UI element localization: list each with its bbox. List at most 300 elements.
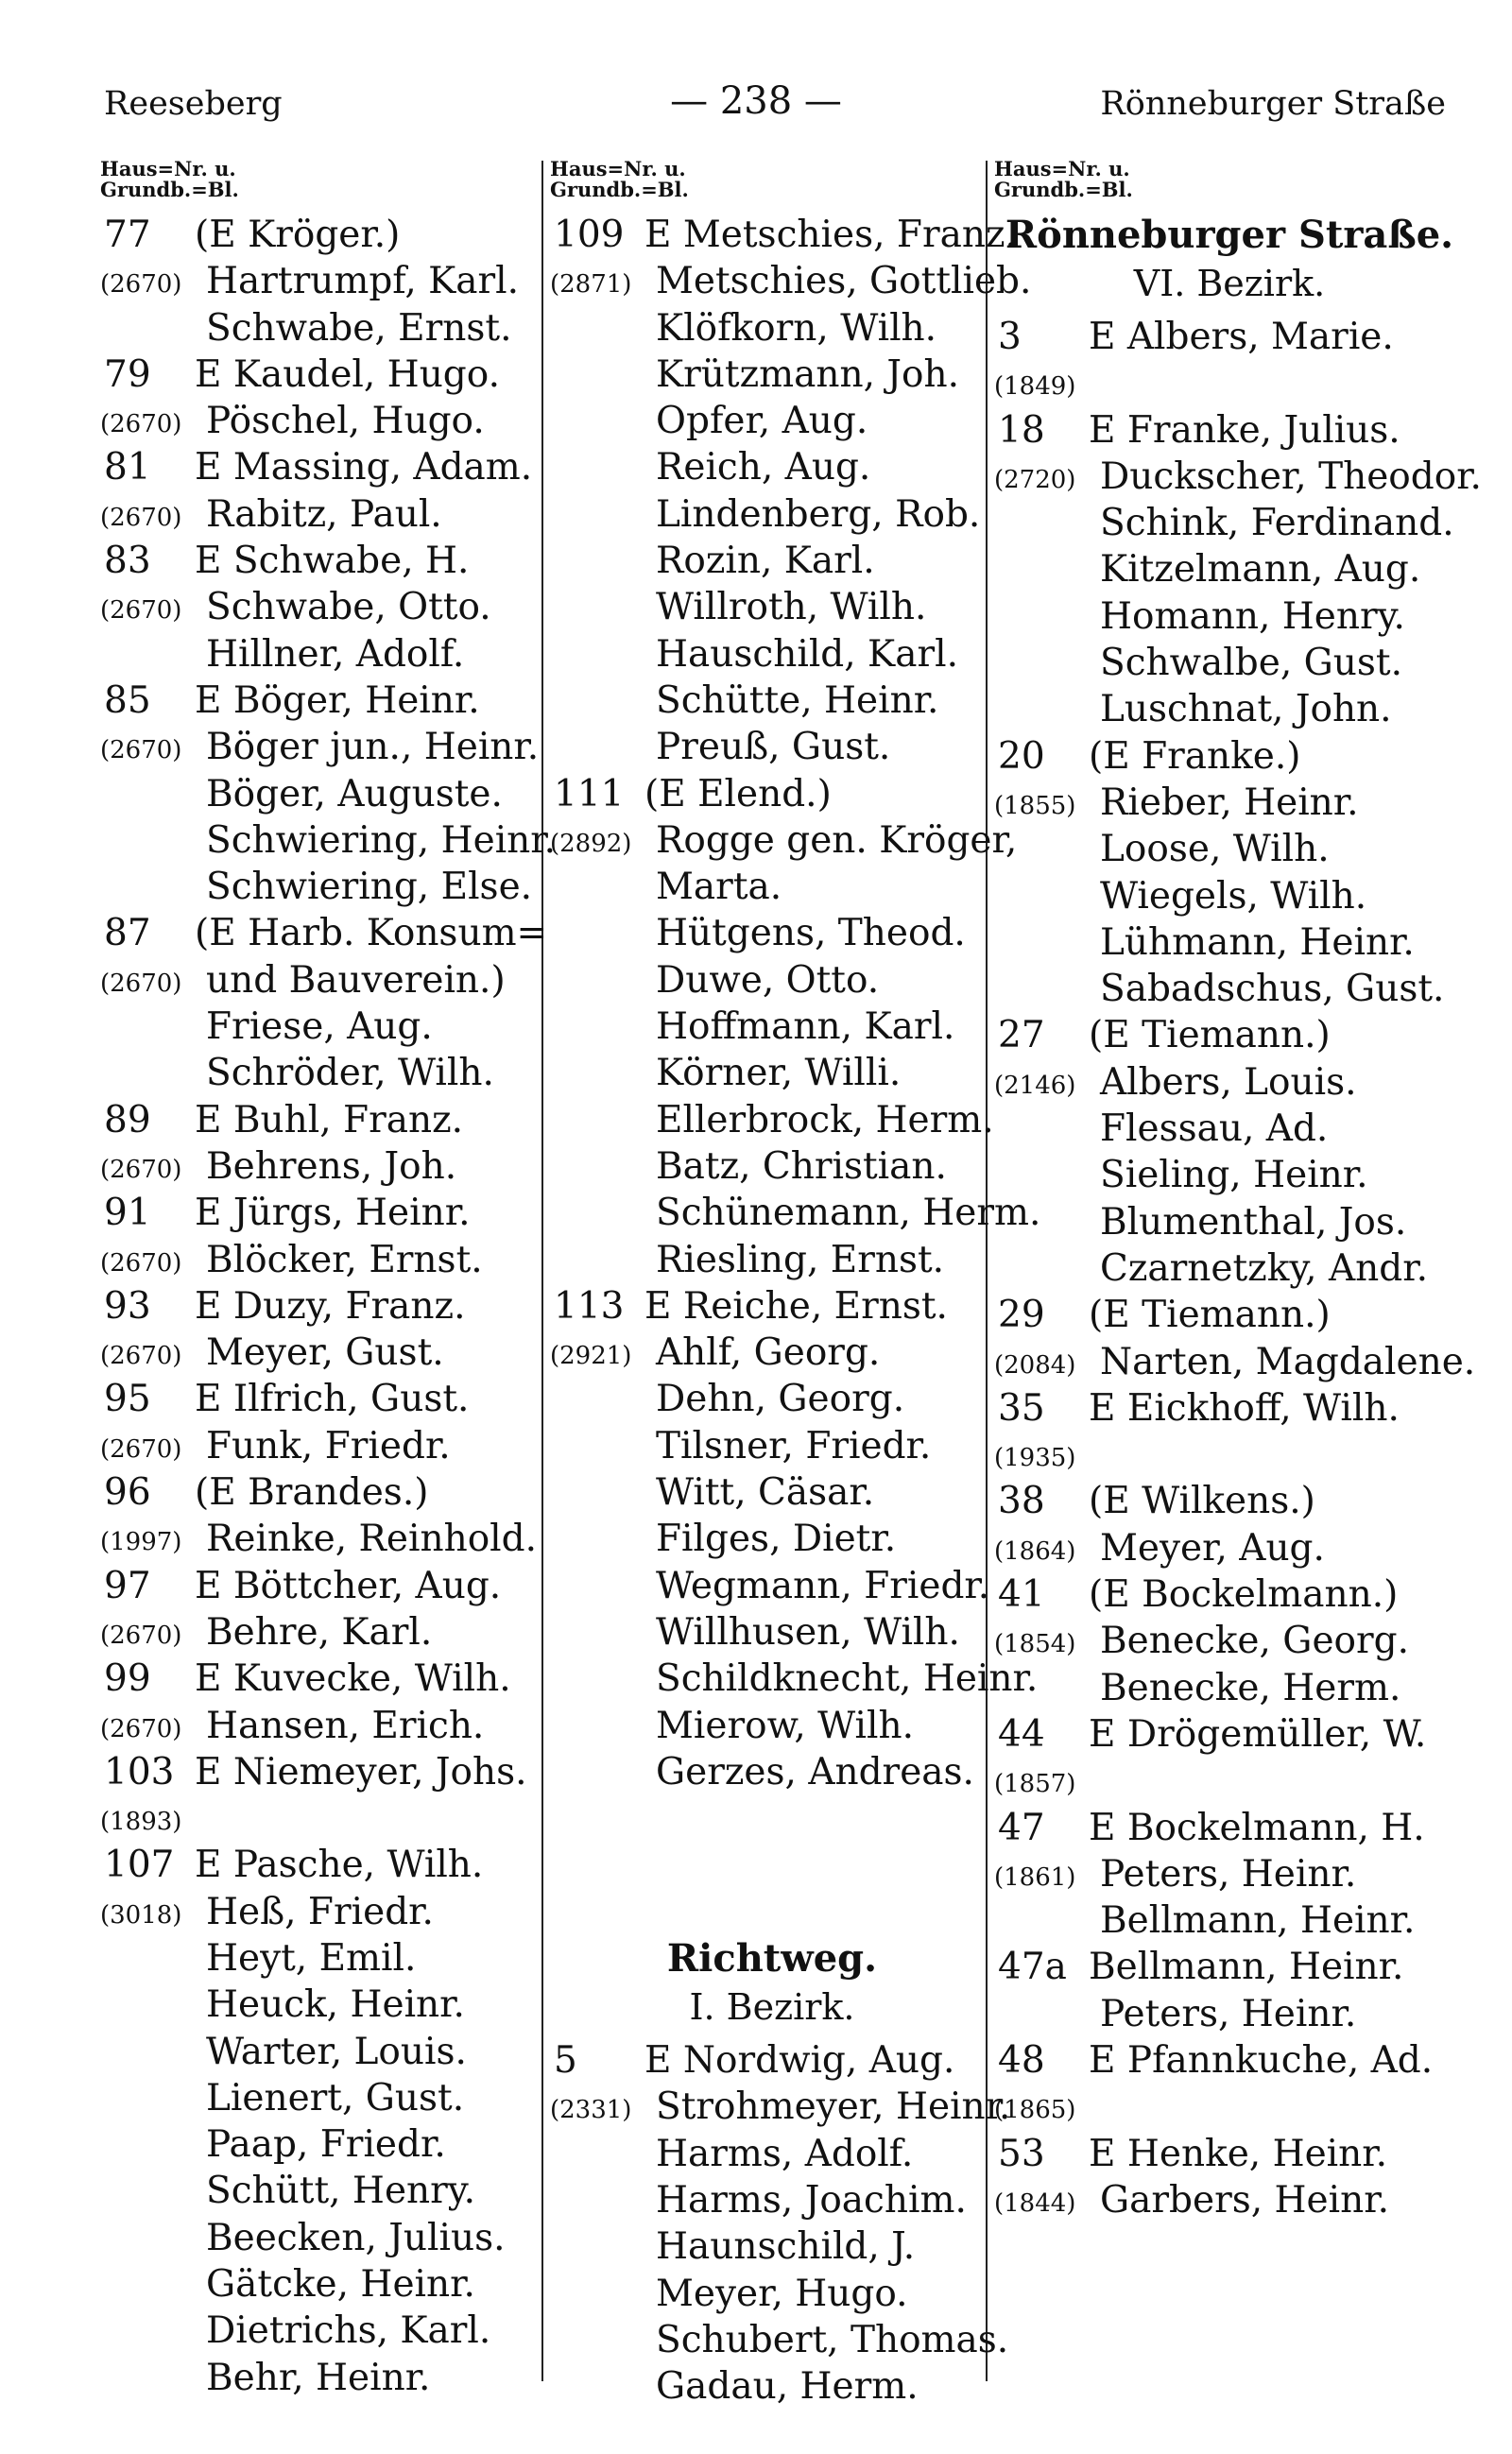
resident-row [994,2084,1465,2130]
entry-header-row [100,538,546,584]
resident-name: Lühmann, Heinr. [1100,920,1415,964]
resident-name: Sabadschus, Gust. [1100,968,1445,1011]
resident-row [550,1423,994,1469]
resident-row [100,1423,546,1469]
column-heading [100,159,546,200]
resident-name: Heyt, Emil. [206,1936,417,1980]
resident-row [994,1851,1465,1897]
resident-row [550,1749,994,1795]
page-number: — 238 — [670,79,842,123]
resident-row [550,258,1032,304]
house-number: 96 [104,1471,151,1515]
district-heading: VI. Bezirk. [1133,263,1326,304]
resident-name: Schildknecht, Heinr. [656,1657,1039,1701]
resident-row [550,1609,994,1656]
resident-row [550,1237,994,1283]
resident-name: Peters, Heinr. [1100,1852,1357,1896]
resident-row [100,1703,546,1749]
owner-name: E Metschies, Franz. [644,214,1017,256]
entry-header-row [994,1944,1465,1990]
resident-name: Gätcke, Heinr. [206,2263,475,2307]
resident-row [100,1889,546,1935]
resident-row [100,258,546,304]
column-heading-line: Grundb.=Bl. [100,178,239,201]
resident-row [994,1245,1465,1292]
resident-name: Warter, Louis. [206,2030,467,2073]
entry-header-row [100,212,546,258]
resident-name: Witt, Cäsar. [656,1471,875,1515]
resident-row [550,352,994,398]
resident-name: Hoffmann, Karl. [656,1005,955,1049]
owner-name: (E Bockelmann.) [1089,1573,1399,1617]
resident-name: Schink, Ferdinand. [1100,502,1454,545]
resident-name: Schwalbe, Gust. [1100,642,1402,685]
entry-header-row [994,407,1465,454]
grundbuch-number: (2670) [100,410,182,439]
entry-header-row [994,2131,1465,2177]
entry-header-row [100,444,546,490]
entry-list [100,212,557,2401]
resident-row [100,2121,546,2168]
house-number: 29 [998,1294,1045,1337]
house-number: 47 [998,1806,1045,1849]
resident-row [550,2177,994,2223]
section-gap [550,1795,994,1935]
column-3 [994,157,1482,2223]
owner-name: (E Brandes.) [195,1471,429,1515]
owner-name: (E Harb. Konsum= [195,912,548,955]
owner-name: E Böttcher, Aug. [195,1564,502,1607]
resident-row [100,1143,546,1190]
resident-name: Marta. [656,866,782,909]
resident-name: Klöfkorn, Wilh. [656,306,937,350]
resident-name: Rabitz, Paul. [206,492,442,536]
house-number: 81 [104,446,151,489]
resident-row [550,305,994,352]
entry-header-row [550,771,994,817]
resident-row [550,817,1018,864]
resident-row [100,1935,546,1982]
owner-name: E Eickhoff, Wilh. [1089,1386,1400,1430]
resident-name: Beecken, Julius. [206,2216,506,2259]
resident-name: Hansen, Erich. [206,1704,485,1747]
resident-row [994,1432,1465,1478]
entry-header-row [100,1283,546,1330]
grundbuch-number: (2670) [100,736,182,765]
resident-name: Gadau, Herm. [656,2365,919,2409]
resident-name: Hillner, Adolf. [206,632,465,676]
resident-row [994,454,1482,500]
owner-name: (E Franke.) [1089,734,1301,778]
resident-row [994,1106,1465,1152]
house-number: 111 [554,772,625,815]
resident-name: Haunschild, J. [656,2225,916,2269]
house-number: 79 [104,352,151,396]
house-number: 85 [104,678,151,722]
entry-header-row [550,212,1017,258]
resident-name: Riesling, Ernst. [656,1238,945,1281]
house-number: 3 [998,316,1022,358]
column-heading-line: Haus=Nr. u. [994,157,1130,180]
resident-name: Wiegels, Wilh. [1100,874,1367,918]
resident-name: Wegmann, Friedr. [656,1564,990,1607]
owner-name: E Duzy, Franz. [195,1284,466,1328]
resident-row [100,2075,546,2121]
resident-name: Dietrichs, Karl. [206,2309,491,2353]
resident-row [550,724,994,770]
owner-name: (E Tiemann.) [1089,1294,1331,1337]
resident-name: Schünemann, Herm. [656,1192,1041,1235]
resident-row [994,1199,1465,1245]
resident-row [550,1516,994,1562]
resident-row [100,2355,546,2401]
resident-row [550,1004,994,1050]
resident-row [100,1330,546,1376]
resident-row [550,2363,994,2410]
resident-name: Bellmann, Heinr. [1100,1899,1416,1943]
resident-name: Mierow, Wilh. [656,1704,915,1747]
owner-name: E Pasche, Wilh. [195,1844,484,1887]
resident-name: Schwabe, Ernst. [206,306,512,350]
resident-row [994,1991,1465,2037]
resident-row [994,546,1465,592]
grundbuch-number: (2670) [100,1155,182,1184]
resident-row [100,724,546,770]
house-number: 77 [104,214,151,256]
resident-name: Behre, Karl. [206,1610,433,1654]
owner-name: E Nordwig, Aug. [644,2039,955,2083]
grundbuch-number: (2921) [550,1342,632,1371]
grundbuch-number: (1893) [100,1808,182,1837]
resident-name: Luschnat, John. [1100,688,1392,731]
resident-row [994,826,1465,872]
resident-row [550,1376,994,1422]
resident-name: Strohmeyer, Heinr. [656,2085,1011,2129]
resident-name: Hartrumpf, Karl. [206,260,520,303]
grundbuch-number: (1854) [994,1630,1076,1659]
resident-name: Harms, Joachim. [656,2178,967,2222]
house-number: 91 [104,1192,151,1235]
resident-row [550,1563,994,1609]
owner-name: E Massing, Adam. [195,446,533,489]
column-1 [100,157,557,2401]
resident-row [550,584,994,630]
entry-header-row [100,1842,546,1888]
resident-name: Heuck, Heinr. [206,1983,465,2027]
house-number: 103 [104,1750,175,1793]
resident-row [550,678,994,724]
resident-row [994,1897,1465,1944]
entry-header-row [994,314,1465,360]
resident-name: Behr, Heinr. [206,2356,431,2399]
entry-header-row [100,1097,546,1143]
house-number: 53 [998,2132,1045,2175]
resident-name: Lienert, Gust. [206,2076,465,2119]
house-number: 18 [998,408,1045,452]
house-number: 35 [998,1386,1045,1430]
resident-name: Paap, Friedr. [206,2123,446,2167]
house-number: 93 [104,1284,151,1328]
resident-name: Garbers, Heinr. [1100,2178,1389,2222]
resident-row [994,780,1465,826]
resident-name: Gerzes, Andreas. [656,1750,974,1793]
resident-row [994,1059,1465,1106]
house-number: 87 [104,912,151,955]
grundbuch-number: (2720) [994,465,1076,494]
resident-row [550,1190,1041,1236]
entry-header-row [100,1469,546,1516]
house-number: 109 [554,214,625,256]
column-heading [994,159,1465,200]
resident-row [100,2308,546,2354]
resident-row [100,1982,546,2028]
resident-name: Pöschel, Hugo. [206,400,485,443]
resident-name: Schütt, Henry. [206,2170,476,2213]
resident-row [100,2168,546,2214]
resident-row [994,873,1465,919]
resident-row [100,817,557,864]
resident-row [550,398,994,444]
resident-name: Schütte, Heinr. [656,678,939,722]
owner-name: (E Wilkens.) [1089,1480,1315,1523]
grundbuch-number: (2670) [100,1621,182,1650]
grundbuch-number: (3018) [100,1900,182,1930]
resident-name: Narten, Magdalene. [1100,1340,1476,1383]
resident-name: Behrens, Joh. [206,1144,457,1188]
resident-row [100,305,546,352]
owner-name: E Kuvecke, Wilh. [195,1657,511,1701]
resident-name: Meyer, Gust. [206,1331,444,1375]
resident-row [550,2084,1011,2130]
resident-row [550,2223,994,2270]
entry-header-row [100,678,546,724]
grundbuch-number: (2670) [100,1434,182,1464]
resident-row [550,1469,994,1516]
resident-row [994,640,1465,686]
resident-row [100,1516,546,1562]
grundbuch-number: (1857) [994,1770,1076,1799]
resident-name: Körner, Willi. [656,1052,902,1095]
entry-header-row [100,1563,546,1609]
resident-row [100,1795,546,1842]
resident-name: Rogge gen. Kröger, [656,818,1018,862]
resident-row [100,957,546,1004]
grundbuch-number: (2670) [100,270,182,300]
grundbuch-number: (2892) [550,829,632,858]
resident-name: Ellerbrock, Herm. [656,1098,994,1141]
house-number: 113 [554,1284,625,1328]
resident-name: Benecke, Georg. [1100,1620,1410,1663]
house-number: 41 [998,1573,1045,1617]
owner-name: E Albers, Marie. [1089,316,1394,358]
resident-name: Schubert, Thomas. [656,2318,1009,2361]
resident-row [550,1097,994,1143]
resident-row [994,1665,1465,1711]
entry-header-row [100,910,546,956]
house-number: 89 [104,1098,151,1141]
resident-row [550,1143,994,1190]
grundbuch-number: (1935) [994,1444,1076,1473]
resident-row [100,398,546,444]
owner-name: E Kaudel, Hugo. [195,352,500,396]
owner-name: E Jürgs, Heinr. [195,1192,471,1235]
resident-row [994,1618,1465,1664]
column-heading-line: Grundb.=Bl. [550,178,689,201]
grundbuch-number: (2871) [550,270,632,300]
owner-name: Bellmann, Heinr. [1089,1946,1404,1989]
house-number: 83 [104,540,151,583]
resident-row [100,771,546,817]
resident-name: Duckscher, Theodor. [1100,455,1482,498]
resident-name: Schwabe, Otto. [206,586,491,629]
house-number: 5 [554,2039,577,2083]
resident-name: Blöcker, Ernst. [206,1238,483,1281]
owner-name: (E Tiemann.) [1089,1014,1331,1057]
resident-row [994,500,1465,546]
resident-name: Schwiering, Heinr. [206,818,557,862]
resident-row [994,2177,1465,2223]
entry-header-row [550,2037,994,2084]
resident-name: Schwiering, Else. [206,866,533,909]
grundbuch-number: (2670) [100,1248,182,1278]
resident-row [550,2131,994,2177]
resident-row [994,1152,1465,1198]
owner-name: E Franke, Julius. [1089,408,1400,452]
house-number: 38 [998,1480,1045,1523]
resident-row [100,864,546,910]
entry-list [550,2037,1011,2410]
resident-row [550,1050,994,1096]
grundbuch-number: (2670) [100,1342,182,1371]
resident-name: Friese, Aug. [206,1005,433,1049]
owner-name: E Drögemüller, W. [1089,1712,1427,1756]
grundbuch-number: (2146) [994,1071,1076,1100]
resident-row [994,1525,1465,1571]
resident-row [550,957,994,1004]
owner-name: (E Kröger.) [195,214,401,256]
owner-name: E Pfannkuche, Ad. [1089,2038,1434,2082]
running-head-left: Reeseberg [104,85,283,123]
owner-name: E Böger, Heinr. [195,678,480,722]
resident-row [994,966,1465,1012]
resident-name: Heß, Friedr. [206,1890,434,1933]
resident-name: Ahlf, Georg. [656,1331,881,1375]
resident-row [550,864,994,910]
resident-name: Willroth, Wilh. [656,586,927,629]
entry-header-row [100,1656,546,1702]
resident-name: Schröder, Wilh. [206,1052,494,1095]
resident-name: Rozin, Karl. [656,540,875,583]
house-number: 99 [104,1657,151,1701]
entry-header-row [994,1292,1465,1338]
resident-row [100,491,546,538]
resident-row [550,2317,1009,2363]
entry-header-row [550,1283,994,1330]
resident-name: Hauschild, Karl. [656,632,958,676]
resident-name: Duwe, Otto. [656,958,880,1002]
resident-name: Opfer, Aug. [656,400,868,443]
grundbuch-number: (2670) [100,596,182,626]
entry-header-row [994,2037,1465,2084]
grundbuch-number: (2084) [994,1350,1076,1380]
resident-name: Tilsner, Friedr. [656,1424,932,1467]
column-heading-line: Grundb.=Bl. [994,178,1133,201]
resident-name: Filges, Dietr. [656,1518,897,1561]
resident-name: Homann, Henry. [1100,594,1405,638]
resident-row [994,1339,1476,1385]
resident-row [550,491,994,538]
resident-name: Preuß, Gust. [656,726,891,769]
resident-row [994,593,1465,640]
resident-name: Czarnetzky, Andr. [1100,1246,1428,1290]
resident-row [550,444,994,490]
entry-header-row [994,1385,1465,1432]
resident-row [550,631,994,678]
resident-row [550,1330,994,1376]
grundbuch-number: (1861) [994,1862,1076,1892]
resident-row [994,686,1465,732]
grundbuch-number: (1855) [994,791,1076,820]
owner-name: E Bockelmann, H. [1089,1806,1425,1849]
resident-row [550,1656,1039,1702]
entry-header-row [994,1012,1465,1058]
entry-header-row [994,1571,1465,1618]
resident-row [100,2029,546,2075]
owner-name: E Niemeyer, Johs. [195,1750,527,1793]
grundbuch-number: (2670) [100,1714,182,1743]
entry-header-row [994,1478,1465,1524]
grundbuch-number: (1865) [994,2096,1076,2125]
resident-row [550,1703,994,1749]
resident-name: Dehn, Georg. [656,1378,905,1421]
resident-name: Peters, Heinr. [1100,1992,1357,2035]
column-heading [550,159,994,200]
house-number: 47a [998,1946,1067,1989]
street-heading: Rönneburger Straße. [1005,213,1454,257]
resident-row [100,2215,546,2261]
owner-name: (E Elend.) [644,772,832,815]
entry-header-row [100,1376,546,1422]
owner-name: E Ilfrich, Gust. [195,1378,470,1421]
running-head [0,79,1512,136]
resident-row [100,1004,546,1050]
resident-name: Meyer, Hugo. [656,2272,908,2315]
resident-row [994,1758,1465,1804]
owner-name: E Schwabe, H. [195,540,470,583]
house-number: 20 [998,734,1045,778]
entry-header-row [994,1805,1465,1851]
resident-row [100,1237,546,1283]
house-number: 95 [104,1378,151,1421]
entry-header-row [994,1711,1465,1758]
resident-name: Krützmann, Joh. [656,352,960,396]
resident-name: Funk, Friedr. [206,1424,451,1467]
grundbuch-number: (1844) [994,2188,1076,2218]
resident-row [994,919,1465,966]
house-number: 44 [998,1712,1045,1756]
resident-name: Kitzelmann, Aug. [1100,548,1421,592]
resident-name: Böger jun., Heinr. [206,726,540,769]
running-head-right: Rönneburger Straße [1100,85,1446,123]
resident-name: Sieling, Heinr. [1100,1154,1368,1197]
entry-header-row [100,352,546,398]
resident-row [550,910,994,956]
resident-name: Böger, Auguste. [206,772,503,815]
resident-name: Hütgens, Theod. [656,912,966,955]
entry-header-row [100,1190,546,1236]
resident-row [100,1609,546,1656]
resident-name: Flessau, Ad. [1100,1107,1329,1151]
